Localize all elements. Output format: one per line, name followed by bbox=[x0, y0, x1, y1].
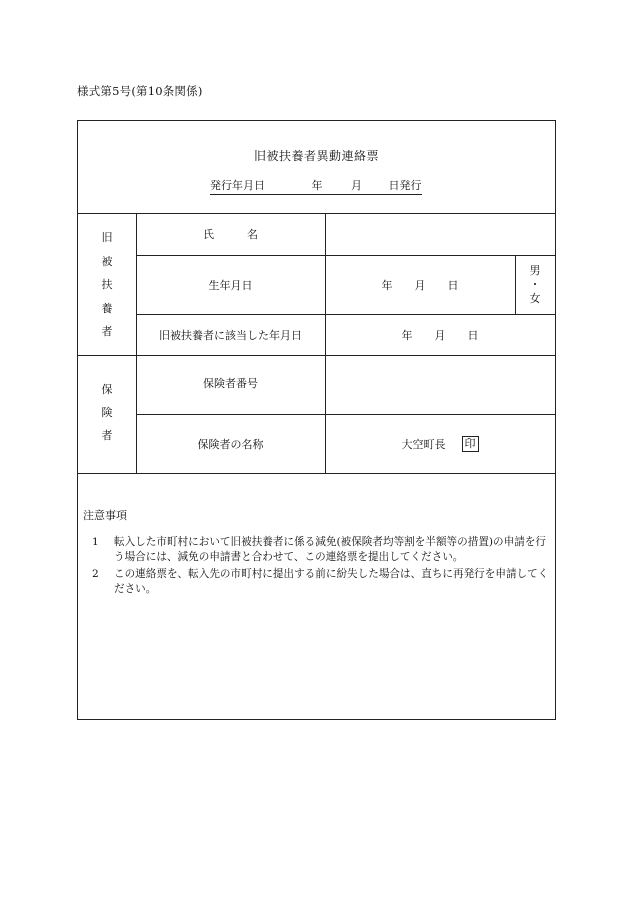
gender-separator: ・ bbox=[529, 278, 541, 291]
form-title: 旧被扶養者異動連絡票 bbox=[253, 149, 379, 163]
name-field[interactable] bbox=[325, 213, 555, 255]
insurer-number-field[interactable] bbox=[325, 355, 555, 414]
name-label: 氏 名 bbox=[203, 228, 258, 241]
gender-female[interactable]: 女 bbox=[529, 292, 541, 305]
insurer-name-label: 保険者の名称 bbox=[197, 437, 264, 451]
form-number: 様式第5号(第10条関係) bbox=[77, 84, 203, 98]
note-item: 2 この連絡票を、転入先の市町村に提出する前に紛失した場合は、直ちに再発行を申請してください。 bbox=[92, 568, 549, 595]
former-dependent-section-label: 旧 被 扶 養 者 bbox=[101, 231, 113, 338]
insurer-name-value: 大空町長 bbox=[401, 437, 446, 451]
insurer-section-label: 保 険 者 bbox=[101, 383, 113, 442]
issue-date-year: 年 bbox=[311, 179, 323, 192]
qualify-date-field[interactable]: 年 月 日 bbox=[401, 328, 479, 342]
note-item: 1 転入した市町村において旧被扶養者に係る減免(被保険者均等割を半額等の措置)の申請を行う場合には、減免の申請書と合わせて、この連絡票を提出してください。 bbox=[92, 536, 547, 563]
issue-date-day: 日発行 bbox=[388, 179, 422, 192]
insurer-name-field bbox=[325, 414, 555, 473]
issue-date-label: 発行年月日 bbox=[210, 179, 265, 192]
qualify-date-label: 旧被扶養者に該当した年月日 bbox=[159, 328, 302, 342]
issue-date-line bbox=[210, 177, 422, 195]
gender-male[interactable]: 男 bbox=[529, 264, 541, 277]
insurer-number-label: 保険者番号 bbox=[203, 377, 258, 390]
seal-mark: 印 bbox=[462, 436, 479, 452]
form-frame bbox=[77, 120, 556, 720]
issue-date-month: 月 bbox=[351, 179, 362, 192]
birthdate-field[interactable]: 年 月 日 bbox=[381, 278, 459, 292]
birthdate-label: 生年月日 bbox=[208, 278, 253, 292]
notes-heading: 注意事項 bbox=[83, 509, 127, 522]
gender-selector[interactable] bbox=[515, 264, 555, 306]
